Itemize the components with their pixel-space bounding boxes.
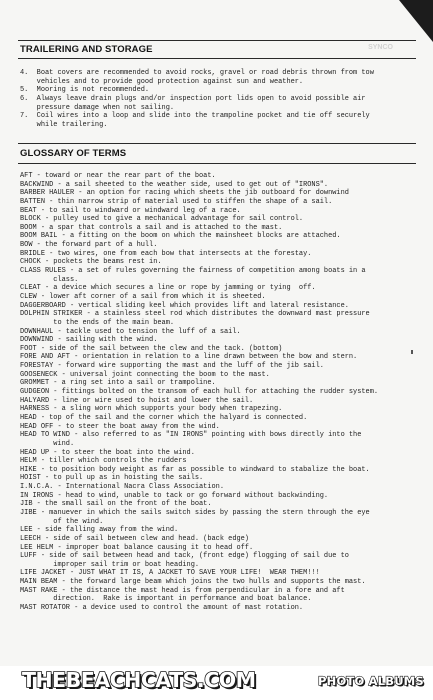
glossary-entry: JIBE - manuever in which the sails switch sides by passing the stern through the eye (20, 508, 370, 517)
glossary-entry: HOIST - to pull up as in hoisting the sails. (20, 474, 204, 483)
trailering-item: 6. Always leave drain plugs and/or inspection port lids open to avoid possible air (20, 94, 366, 103)
trailering-list (20, 69, 415, 129)
glossary-entry: BOOM BAIL - a fitting on the boom on which the mainsheet blocks are attached. (20, 232, 341, 241)
glossary-entry: GROMMET - a ring set into a sail or trampoline. (20, 379, 216, 388)
glossary-entry: CLEAT - a device which secures a line or rope by jamming or tying off. (20, 284, 316, 293)
site-watermark-logo: THEBEACHCATS.COM (22, 668, 256, 692)
glossary-entry: BOW - the forward part of a hull. (20, 241, 158, 250)
glossary-entry: LEE - side falling away from the wind. (20, 526, 179, 535)
glossary-entry: FOOT - side of the sail between the clew and the tack. (bottom) (20, 344, 283, 353)
glossary-entry: BEAT - to sail to windward or windward leg of a race. (20, 206, 241, 215)
glossary-entry: HELM - tiller which controls the rudders (20, 457, 187, 466)
glossary-entry: of the wind. (20, 517, 104, 526)
trailering-item: vehicles and to provide good protection against sun and weather. (20, 77, 304, 86)
glossary-entry: LEECH - side of sail between clew and head. (back edge) (20, 534, 249, 543)
glossary-entry: MAST RAKE - the distance the mast head is from perpendicular in a fore and aft (20, 586, 345, 595)
glossary-top-rule (18, 143, 416, 144)
glossary-entry: HALYARD - line or wire used to hoist and lower the sail. (20, 396, 254, 405)
trailering-item: 5. Mooring is not recommended. (20, 86, 150, 95)
glossary-entry: MAIN BEAM - the forward large beam which joins the two hulls and supports the mast. (20, 578, 366, 587)
glossary-entry: BLOCK - pulley used to give a mechanical advantage for sail control. (20, 215, 304, 224)
glossary-entry: class. (20, 275, 79, 284)
glossary-entry: BRIDLE - two wires, one from each bow that intersects at the forestay. (20, 249, 312, 258)
glossary-entry: improper sail trim or boat heading. (20, 560, 200, 569)
trailering-heading: TRAILERING AND STORAGE (20, 44, 153, 55)
glossary-entry: DAGGERBOARD - vertical sliding keel which provides lift and lateral resistance. (20, 301, 349, 310)
trailering-item: 7. Coil wires into a loop and slide into the trampoline pocket and tie off securely (20, 112, 370, 121)
glossary-bottom-rule (18, 163, 416, 164)
glossary-entry: DOWNWIND - sailing with the wind. (20, 336, 158, 345)
page-corner-shadow (399, 0, 433, 42)
glossary-entry: I.N.C.A. - International Nacra Class Association. (20, 483, 224, 492)
glossary-entry: LUFF - side of sail between head and tack, (front edge) flogging of sail due to (20, 552, 349, 561)
glossary-entry: BARBER HAULER - an option for racing which sheets the jib outboard for downwind (20, 189, 349, 198)
glossary-entry: CLASS RULES - a set of rules governing the fairness of competition among boats in a (20, 267, 366, 276)
glossary-entry: direction. Rake is important in performance and boat balance. (20, 595, 312, 604)
glossary-entry: GUDGEON - fittings bolted on the transom of each hull for attaching the rudder system. (20, 388, 379, 397)
glossary-entry: CHOCK - pockets the beams rest in. (20, 258, 162, 267)
glossary-entry: HEAD UP - to steer the boat into the wind. (20, 448, 195, 457)
glossary-entry: HEAD - top of the sail and the corner which the halyard is connected. (20, 413, 308, 422)
glossary-list (20, 172, 415, 613)
bleed-through-word: SYNCO (368, 44, 393, 51)
glossary-entry: wind. (20, 439, 75, 448)
glossary-heading: GLOSSARY OF TERMS (20, 148, 127, 159)
glossary-entry: to the ends of the main beam. (20, 318, 175, 327)
glossary-entry: DOWNHAUL - tackle used to tension the luff of a sail. (20, 327, 241, 336)
glossary-entry: GOOSENECK - universal joint connecting the boom to the mast. (20, 370, 270, 379)
trailering-item: while trailering. (20, 120, 108, 129)
trailering-item: pressure damage when not sailing. (20, 103, 175, 112)
glossary-entry: BOOM - a spar that controls a sail and is attached to the mast. (20, 223, 283, 232)
glossary-entry: HARNESS - a sling worn which supports your body when trapezing. (20, 405, 283, 414)
trailering-top-rule (18, 40, 416, 41)
glossary-entry: JIB - the small sail on the front of the boat. (20, 500, 212, 509)
glossary-entry: BATTEN - thin narrow strip of material used to stiffen the shape of a sail. (20, 197, 333, 206)
glossary-entry: MAST ROTATOR - a device used to control the amount of mast rotation. (20, 604, 304, 613)
glossary-entry: AFT - toward or near the rear part of the boat. (20, 172, 216, 180)
glossary-entry: LEE HELM - improper boat balance causing it to head off. (20, 543, 254, 552)
glossary-entry: HEAD OFF - to steer the boat away from the wind. (20, 422, 220, 431)
glossary-entry: HIKE - to position body weight as far as possible to windward to stabalize the boat. (20, 465, 370, 474)
margin-mark (411, 350, 413, 354)
photo-albums-label: PHOTO ALBUMS (318, 674, 424, 688)
glossary-entry: HEAD TO WIND - also referred to as "IN IRONS" pointing with bows directly into the (20, 431, 362, 440)
trailering-item: 4. Boat covers are recommended to avoid rocks, gravel or road debris thrown from tow (20, 69, 374, 77)
glossary-entry: BACKWIND - a sail sheeted to the weather side, used to get out of "IRONS". (20, 180, 329, 189)
glossary-entry: LIFE JACKET - JUST WHAT IT IS, A JACKET TO SAVE YOUR LIFE! WEAR THEM!!! (20, 569, 320, 578)
glossary-entry: FORESTAY - forward wire supporting the mast and the luff of the jib sail. (20, 362, 324, 371)
glossary-entry: FORE AND AFT - orientation in relation to a line drawn between the bow and stern. (20, 353, 358, 362)
glossary-entry: IN IRONS - head to wind, unable to tack or go forward without backwinding. (20, 491, 329, 500)
glossary-entry: CLEW - lower aft corner of a sail from which it is sheeted. (20, 292, 266, 301)
glossary-entry: DOLPHIN STRIKER - a stainless steel rod which distributes the downward mast pressure (20, 310, 370, 319)
trailering-bottom-rule (18, 58, 416, 59)
